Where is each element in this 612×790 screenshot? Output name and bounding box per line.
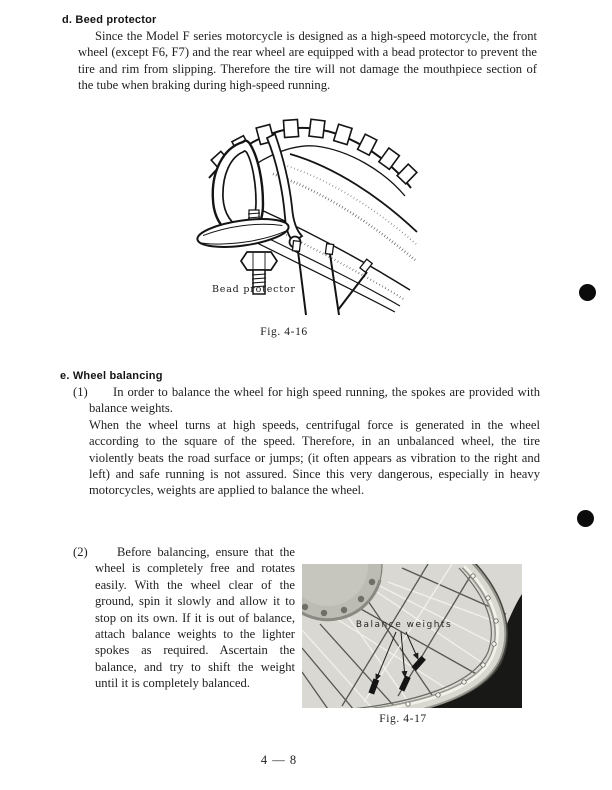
balance-weights-label: Balance weights [355,620,453,630]
item-1-paragraph-2: When the wheel turns at high speeds, centrifugal force is generated in the wheel according to the square of the speed. Therefore, in an unbalanced wheel, the tire violently beats the road surface or jumps; (it often appears as vibration to the right and left) and safe running is not assured. Since this very dangerous, especially in heavy motorcycles, weights are applied to balance the wheel. [89,417,540,498]
figure-4-16-caption: Fig. 4-16 [260,326,308,338]
figure-bead-protector [195,112,430,326]
binding-dot-top [579,284,596,301]
section-e-heading: e. Wheel balancing [60,370,163,382]
bead-protector-paddle [196,214,291,252]
figure-4-17-caption: Fig. 4-17 [379,713,427,725]
item-1-text [89,384,540,499]
list-item-2 [73,544,295,692]
page-number: 4 — 8 [260,753,298,767]
item-2-text [95,544,295,692]
spokes [292,241,372,315]
list-item-1 [73,384,540,499]
section-d-heading: d. Beed protector [62,14,157,26]
wheel-photo [302,564,522,708]
figure-balance-weights [302,564,522,708]
item-1-marker: (1) [73,385,88,399]
section-d-paragraph: Since the Model F series motorcycle is designed as a high-speed motorcycle, the front wheel (except F6, F7) and the rear wheel are equipped with a bead protector to prevent the tire and rim from slipping. Therefore the tire will not damage the mouthpiece section of the tube when braking during high-speed running. [78,29,537,93]
bead-protector-illustration [195,112,430,326]
bead-protector-label: Bead protector [212,284,296,295]
item-2-marker: (2) [73,545,88,559]
item-1-paragraph-1: In order to balance the wheel for high speed running, the spokes are provided with balance weights. [89,385,540,416]
binding-dot-bottom [577,510,594,527]
item-2-paragraph: Before balancing, ensure that the wheel is completely free and rotates easily. With the wheel clear of the ground, spin it slowly and allow it to stop on its own. If it is out of balance, attach balance weights to the lighter spokes as required. Ascertain the balance, and try to shift the weight until it is completely balanced. [95,545,295,691]
